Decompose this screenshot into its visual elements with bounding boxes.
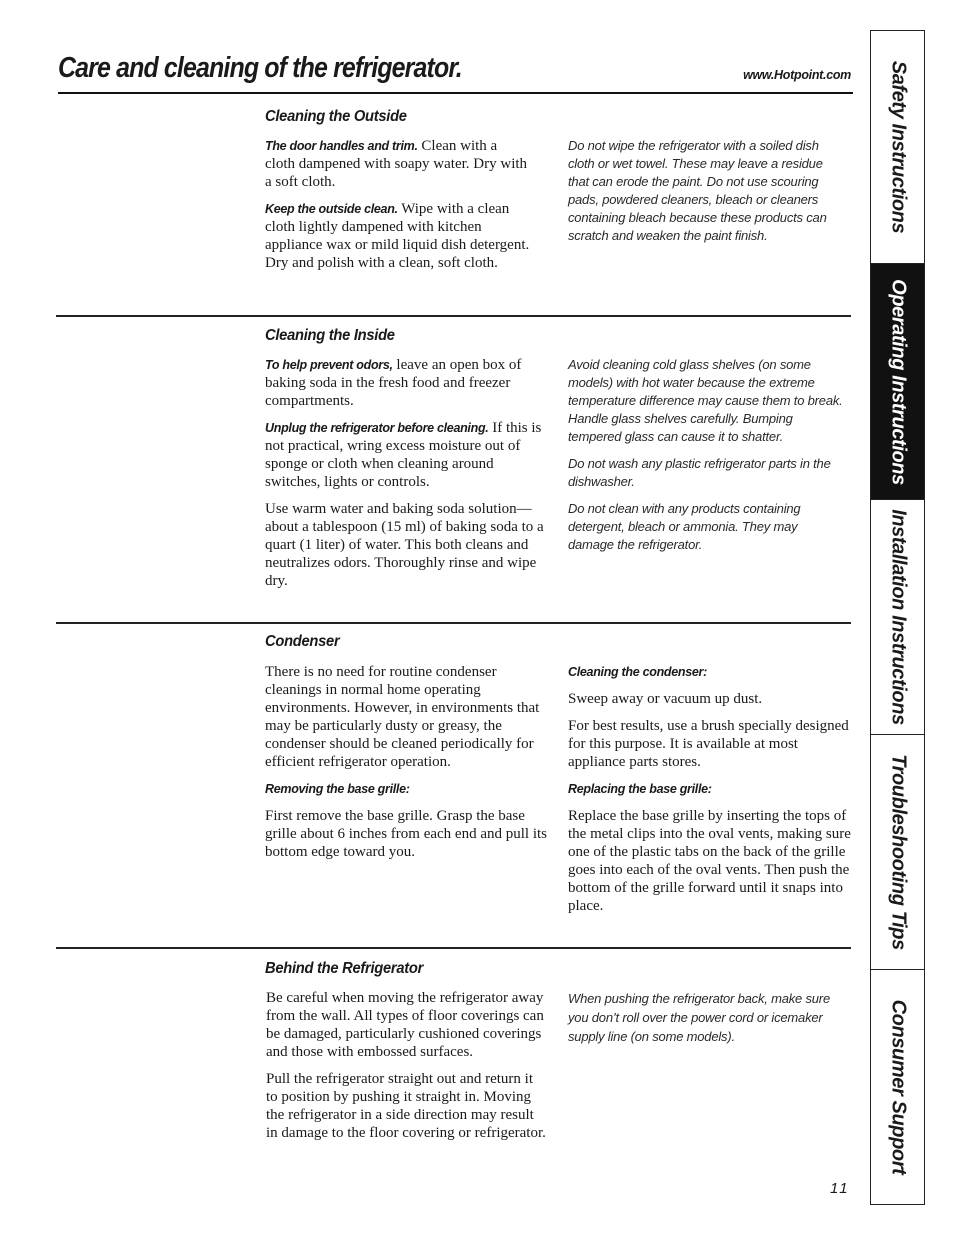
outside-lead-2: Keep the outside clean. xyxy=(265,202,398,216)
inside-note-column xyxy=(568,356,843,563)
tab-troubleshooting-tips[interactable] xyxy=(871,735,924,970)
inside-lead-1: To help prevent odors, xyxy=(265,358,393,372)
section-tabs-sidebar xyxy=(870,30,925,1205)
condenser-paragraph-4: For best results, use a brush specially designed for this purpose. It is available at most appliance parts stores. xyxy=(568,718,849,770)
behind-paragraph-2: Pull the refrigerator straight out and return it to position by pushing it straight in. Moving the refrigerator in a side direction may result in damage to the floor covering or refrigerator. xyxy=(266,1071,546,1141)
outside-note-column xyxy=(568,137,843,254)
behind-note-column xyxy=(568,989,843,1055)
outside-paragraph-1 xyxy=(265,137,530,191)
tab-label-safety: Safety Instructions xyxy=(887,60,909,234)
header-rule xyxy=(58,92,853,94)
outside-text-1: Clean with a cloth dampened with soapy water. Dry with a soft cloth. xyxy=(265,138,528,190)
outside-main-column xyxy=(265,137,530,281)
section-heading-inside: Cleaning the Inside xyxy=(265,327,395,344)
section-heading-condenser: Condenser xyxy=(265,633,340,650)
condenser-main-column xyxy=(265,663,547,870)
tab-label-installation: Installation Instructions xyxy=(887,509,909,725)
behind-main-column xyxy=(266,989,548,1151)
condenser-right-column xyxy=(568,663,851,924)
inside-text-1: leave an open box of baking soda in the fresh food and freezer compartments. xyxy=(265,357,522,409)
outside-note-1: Do not wipe the refrigerator with a soiled dish cloth or wet towel. These may leave a residue that can erode the paint. Do not use scouring pads, powdered cleaners, bleach or cleaners containing bleach because these products can scratch and weaken the paint finish. xyxy=(568,138,827,243)
inside-note-1: Avoid cleaning cold glass shelves (on some models) with hot water because the extreme temperature difference may cause them to break. Handle glass shelves carefully. Bumping tempered glass can cause it to shatter. xyxy=(568,357,843,444)
inside-main-column xyxy=(265,356,550,599)
condenser-subheading-cleaning: Cleaning the condenser: xyxy=(568,665,707,679)
inside-paragraph-3: Use warm water and baking soda solution—about a tablespoon (15 ml) of baking soda to a quart (1 liter) of water. This both cleans and neutralizes odors. Thoroughly rinse and wipe dry. xyxy=(265,501,544,589)
section-heading-behind: Behind the Refrigerator xyxy=(265,960,424,977)
condenser-paragraph-2: First remove the base grille. Grasp the base grille about 6 inches from each end and pull its bottom edge toward you. xyxy=(265,808,548,860)
inside-paragraph-1 xyxy=(265,356,550,410)
behind-note-1: When pushing the refrigerator back, make sure you don’t roll over the power cord or icemaker supply line (on some models). xyxy=(568,991,830,1044)
tab-safety-instructions[interactable] xyxy=(871,31,924,264)
condenser-subheading-removing: Removing the base grille: xyxy=(265,782,410,796)
outside-text-2: Wipe with a clean cloth lightly dampened with kitchen appliance wax or mild liquid dish detergent. Dry and polish with a clean, soft cloth. xyxy=(265,201,530,271)
behind-paragraph-1: Be careful when moving the refrigerator away from the wall. All types of floor coverings can be damaged, particularly cushioned coverings and those with embossed surfaces. xyxy=(266,990,544,1060)
condenser-subheading-replacing: Replacing the base grille: xyxy=(568,782,712,796)
condenser-paragraph-1: There is no need for routine condenser cleanings in normal home operating environments. However, in environments that may be particularly dusty or greasy, the condenser should be cleaned periodically for efficient refrigerator operation. xyxy=(265,664,540,770)
inside-text-2: If this is not practical, wring excess moisture out of sponge or cloth when cleaning around switches, lights or controls. xyxy=(265,420,542,490)
section-divider-1 xyxy=(56,315,851,317)
page-number: 11 xyxy=(830,1180,850,1197)
website-url: www.Hotpoint.com xyxy=(743,68,851,82)
condenser-paragraph-5: Replace the base grille by inserting the tops of the metal clips into the oval vents, making sure one of the plastic tabs on the back of the grille goes into each of the oval vents. Then push the bottom of the grille forward until it snaps into place. xyxy=(568,808,851,914)
inside-note-2: Do not wash any plastic refrigerator parts in the dishwasher. xyxy=(568,456,831,489)
condenser-paragraph-3: Sweep away or vacuum up dust. xyxy=(568,691,763,707)
tab-installation-instructions[interactable] xyxy=(871,500,924,735)
section-divider-2 xyxy=(56,622,851,624)
page-title: Care and cleaning of the refrigerator. xyxy=(58,52,462,84)
outside-lead-1: The door handles and trim. xyxy=(265,139,418,153)
inside-paragraph-2 xyxy=(265,419,550,491)
tab-label-operating: Operating Instructions xyxy=(887,278,909,485)
tab-label-troubleshooting: Troubleshooting Tips xyxy=(887,754,909,950)
outside-paragraph-2 xyxy=(265,200,530,272)
tab-label-consumer: Consumer Support xyxy=(887,999,909,1174)
tab-operating-instructions[interactable] xyxy=(871,264,924,500)
inside-lead-2: Unplug the refrigerator before cleaning. xyxy=(265,421,489,435)
section-divider-3 xyxy=(56,947,851,949)
inside-note-3: Do not clean with any products containing detergent, bleach or ammonia. They may damage the refrigerator. xyxy=(568,501,801,552)
section-heading-outside: Cleaning the Outside xyxy=(265,108,407,125)
tab-consumer-support[interactable] xyxy=(871,970,924,1203)
